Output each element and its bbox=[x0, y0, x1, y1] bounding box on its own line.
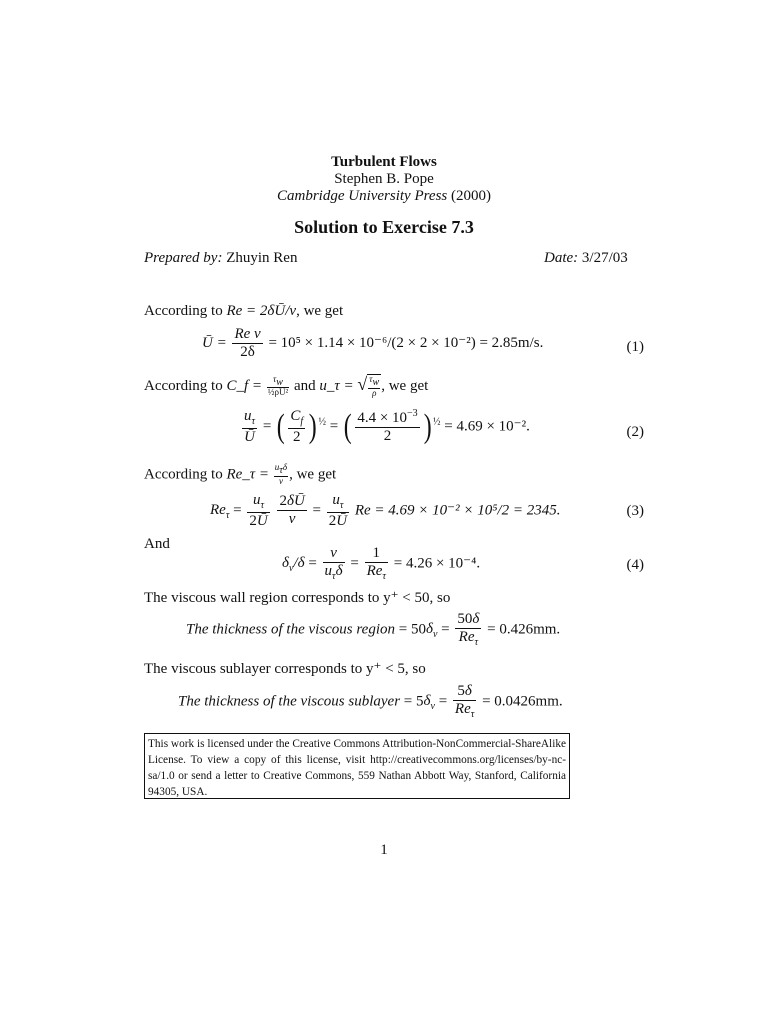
text-line-5: The viscous wall region corresponds to y⁺ < 50, so bbox=[144, 590, 451, 606]
date-value: 3/27/03 bbox=[581, 250, 628, 266]
equation-number-1: (1) bbox=[626, 339, 644, 355]
reynolds-expr: Re = 2δŪ/ν bbox=[226, 303, 297, 319]
equation-2: $\frac{u_\tau}{Ū}$ = ( $\frac{C_f}{2}$ ) $^{\frac{1}{2}}$ = ( $\frac{4.4 \times 10^{-3}}{2}$ ) $^{\frac{1}{2}}$ = 4.69 × 10⁻². bbox=[244, 407, 530, 445]
page-number: 1 bbox=[380, 842, 388, 858]
date bbox=[544, 250, 628, 267]
year: (2000) bbox=[451, 188, 491, 204]
publisher-line bbox=[0, 188, 768, 205]
prepared-label: Prepared by: bbox=[144, 250, 223, 266]
equation-number-4: (4) bbox=[626, 557, 644, 573]
text-line-2: According to C_f = $\frac{\tau_w}{\text{½ρŪ²}}$ and u_τ = √ $\frac{\tau_w}{\rho}$ , we get bbox=[144, 373, 429, 399]
solution-title: Solution to Exercise 7.3 bbox=[294, 217, 474, 237]
date-label: Date: bbox=[544, 250, 579, 266]
and-label: And bbox=[144, 536, 170, 552]
equation-number-3: (3) bbox=[626, 503, 644, 519]
publisher: Cambridge University Press bbox=[276, 188, 448, 204]
author: Stephen B. Pope bbox=[334, 171, 434, 187]
prepared-name: Zhuyin Ren bbox=[226, 250, 298, 266]
license-box: This work is licensed under the Creative Commons Attribution-NonCommercial-ShareAlike License. To view a copy of this license, visit http://creativecommons.org/licenses/by-nc-sa/1.0 or send a letter to Creative Commons, 559 Nathan Abbott Way, Stanford, California 94305, USA. bbox=[144, 733, 570, 799]
equation-4: $\delta_\nu/\delta$ = $\frac{\nu}{u_\tau\delta}$ = $\frac{1}{Re_\tau}$ = 4.26 × 10⁻⁴. bbox=[282, 545, 481, 583]
fraction: $\frac{\text{Re ν}}{2\delta}$ bbox=[234, 326, 261, 361]
equation-number-2: (2) bbox=[626, 424, 644, 440]
prepared-by bbox=[144, 250, 297, 267]
equation-5: The thickness of the viscous region = $50\delta_\nu$ = $\frac{50\delta}{Re_\tau}$ = 0.426mm. bbox=[186, 611, 561, 649]
equation-1: Ū = $\frac{\text{Re ν}}{2\delta}$ = 10⁵ × 1.14 × 10⁻⁶/(2 × 2 × 10⁻²) = 2.85m/s. bbox=[202, 326, 544, 361]
text-line-6: The viscous sublayer corresponds to y⁺ < 5, so bbox=[144, 661, 426, 677]
text-line-3: According to Re_τ = $\frac{u_\tau\delta}{\nu}$ , we get bbox=[144, 462, 337, 486]
equation-6: The thickness of the viscous sublayer = $5\delta_\nu$ = $\frac{5\delta}{Re_\tau}$ = 0.0426mm. bbox=[178, 683, 563, 721]
text-line-1: According to Re = 2δŪ/ν, we get bbox=[144, 303, 344, 319]
sqrt-symbol: √ $\frac{\tau_w}{\rho}$ bbox=[357, 374, 380, 399]
book-title: Turbulent Flows bbox=[331, 154, 437, 170]
cf-fraction: $\frac{\tau_w}{\text{½ρŪ²}}$ bbox=[267, 373, 289, 398]
equation-3: $Re_\tau$ = $\frac{u_\tau}{2Ū}$ $\frac{2\delta Ū}{\nu}$ = $\frac{u_\tau}{2Ū}$ Re = 4.69 × 10⁻² × 10⁵/2 = 2345. bbox=[210, 492, 561, 529]
